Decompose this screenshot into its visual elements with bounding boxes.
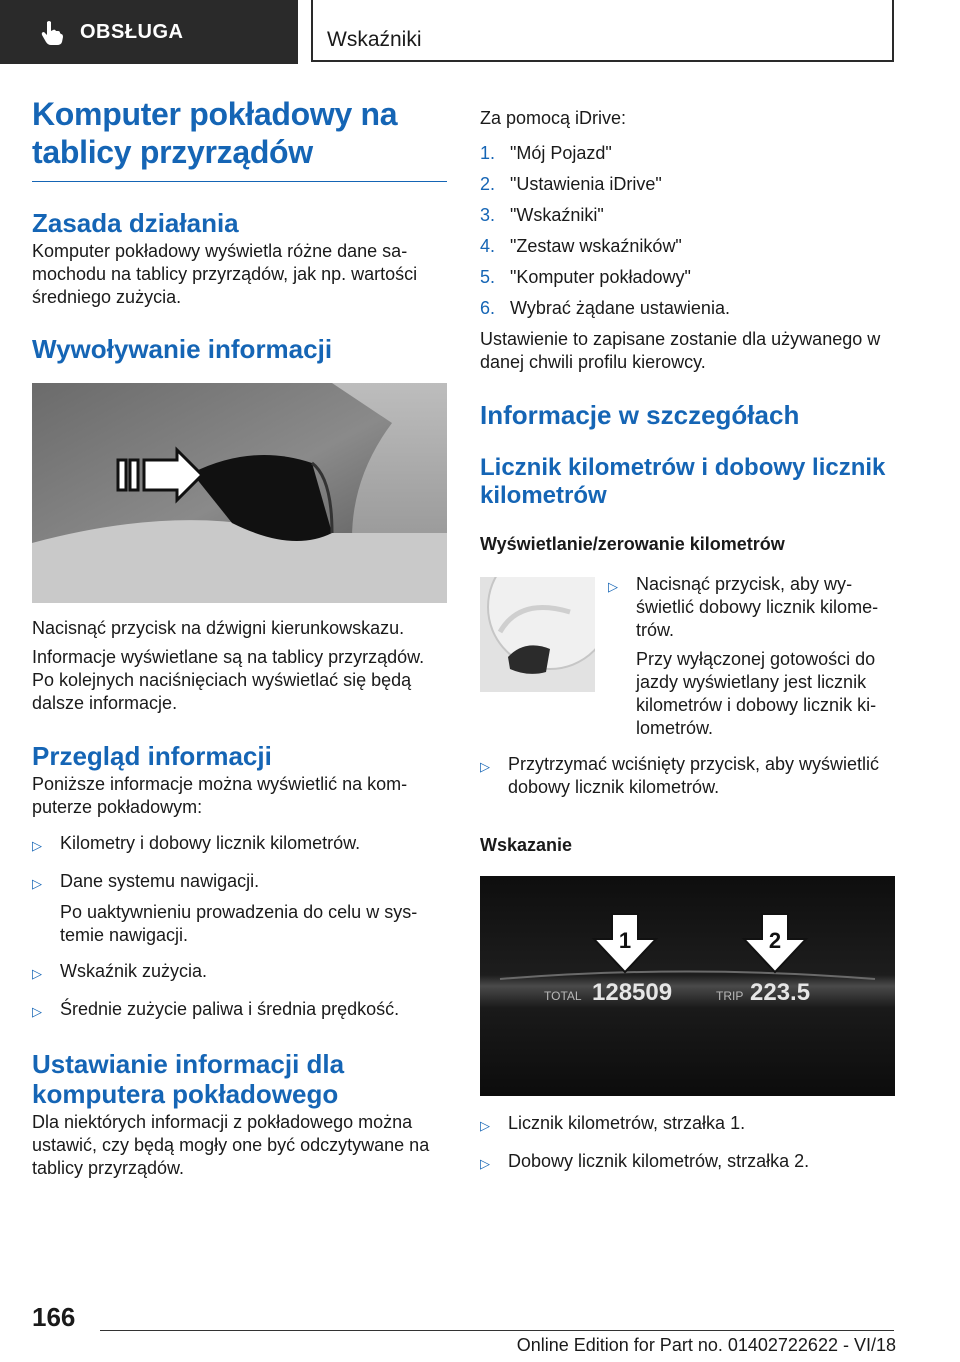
list-item: ▷ Dobowy licznik kilometrów, strzałka 2. — [480, 1150, 896, 1175]
list-subtext: Po uaktywnieniu prowadzenia do celu w systemie nawigacji. — [60, 902, 418, 945]
heading-principle: Zasada działania — [32, 208, 239, 238]
odometer-display-image — [480, 876, 895, 1096]
list-item: 5. "Komputer pokładowy" — [480, 267, 691, 287]
profile-note: Ustawienie to zapisane zostanie dla używanego w danej chwili profilu kierowcy. — [480, 329, 881, 372]
triangle-bullet-icon: ▷ — [608, 579, 618, 594]
total-value: 128509 — [592, 979, 673, 1006]
right-column — [480, 107, 896, 1175]
trip-value: 223.5 — [750, 979, 811, 1006]
footer-rule — [100, 1330, 894, 1331]
arrow-2-label: 2 — [768, 928, 782, 953]
edition-note: Online Edition for Part no. 01402722622 - VI/18 — [516, 1335, 896, 1355]
settings-text: Dla niektórych informacji z pokładowego można ustawić, czy będą mogły one być odczytywane na tablicy przyrządów. — [32, 1112, 430, 1178]
arrow-1-label: 1 — [618, 928, 632, 953]
page-title: Komputer pokładowy na tablicy przyrządów — [32, 96, 398, 170]
list-item: 6. Wybrać żądane ustawienia. — [480, 298, 730, 318]
overview-intro: Poniższe informacje można wyświetlić na komputerze pokładowym: — [32, 774, 408, 817]
heading-details: Informacje w szczegółach — [480, 400, 800, 430]
triangle-bullet-icon: ▷ — [480, 1156, 490, 1171]
list-item: 4. "Zestaw wskaźników" — [480, 236, 682, 256]
hand-pointer-icon — [38, 18, 66, 46]
heading-display-reset: Wyświetlanie/zerowanie kilometrów — [480, 534, 785, 554]
list-item: 3. "Wskaźniki" — [480, 205, 604, 225]
trip-label: TRIP — [716, 989, 744, 1003]
list-item: ▷ Nacisnąć przycisk, aby wyświetlić dobowy licznik kilometrów. — [608, 574, 879, 640]
idrive-intro: Za pomocą iDrive: — [480, 108, 627, 128]
button-instructions — [480, 573, 896, 740]
chapter-tab — [311, 0, 894, 62]
heading-odometer: Licznik kilometrów i dobowy licznik kilometrów — [480, 454, 886, 509]
list-item: ▷ Licznik kilometrów, strzałka 1. — [480, 1112, 896, 1137]
calling-text-2: Informacje wyświetlane są na tablicy przyrządów. Po kolejnych naciśnięciach wyświetlać się będą dalsze informacje. — [32, 647, 425, 713]
left-column — [32, 95, 447, 1180]
trip-reset-button-image — [480, 577, 595, 692]
list-item: ▷ Dane systemu nawigacji. — [32, 870, 447, 895]
list-item: ▷ Przytrzymać wciśnięty przycisk, aby wyświetlić dobowy licznik kilometrów. — [480, 754, 880, 797]
list-item: ▷ Wskaźnik zużycia. — [32, 960, 447, 985]
triangle-bullet-icon: ▷ — [480, 1118, 490, 1133]
heading-settings: Ustawianie informacji dla komputera pokładowego — [32, 1049, 345, 1109]
heading-indicator: Wskazanie — [480, 835, 573, 855]
triangle-bullet-icon: ▷ — [32, 838, 42, 853]
section-tab — [0, 0, 298, 64]
heading-overview: Przegląd informacji — [32, 741, 272, 771]
triangle-bullet-icon: ▷ — [480, 759, 490, 774]
section-title: OBSŁUGA — [80, 20, 184, 43]
heading-calling: Wywoływanie informacji — [32, 334, 333, 364]
turn-signal-lever-image — [32, 383, 447, 603]
triangle-bullet-icon: ▷ — [32, 966, 42, 981]
list-subtext: Przy wyłączonej gotowości do jazdy wyświetlany jest licznik kilometrów i dobowy licznik kilometrów. — [636, 649, 877, 738]
page-number: 166 — [32, 1302, 76, 1332]
list-item: 2. "Ustawienia iDrive" — [480, 174, 662, 194]
title-rule — [32, 181, 447, 182]
total-label: TOTAL — [544, 989, 582, 1003]
list-item: ▷ Kilometry i dobowy licznik kilometrów. — [32, 832, 447, 857]
list-item: 1. "Mój Pojazd" — [480, 143, 612, 163]
triangle-bullet-icon: ▷ — [32, 1004, 42, 1019]
chapter-title: Wskaźniki — [327, 28, 422, 51]
list-item: ▷ Średnie zużycie paliwa i średnia prędkość. — [32, 998, 447, 1023]
triangle-bullet-icon: ▷ — [32, 876, 42, 891]
calling-text-1: Nacisnąć przycisk na dźwigni kierunkowskazu. — [32, 618, 405, 638]
steps-list — [480, 142, 896, 320]
principle-text: Komputer pokładowy wyświetla różne dane samochodu na tablicy przyrządów, jak np. wartości średniego zużycia. — [32, 241, 418, 307]
